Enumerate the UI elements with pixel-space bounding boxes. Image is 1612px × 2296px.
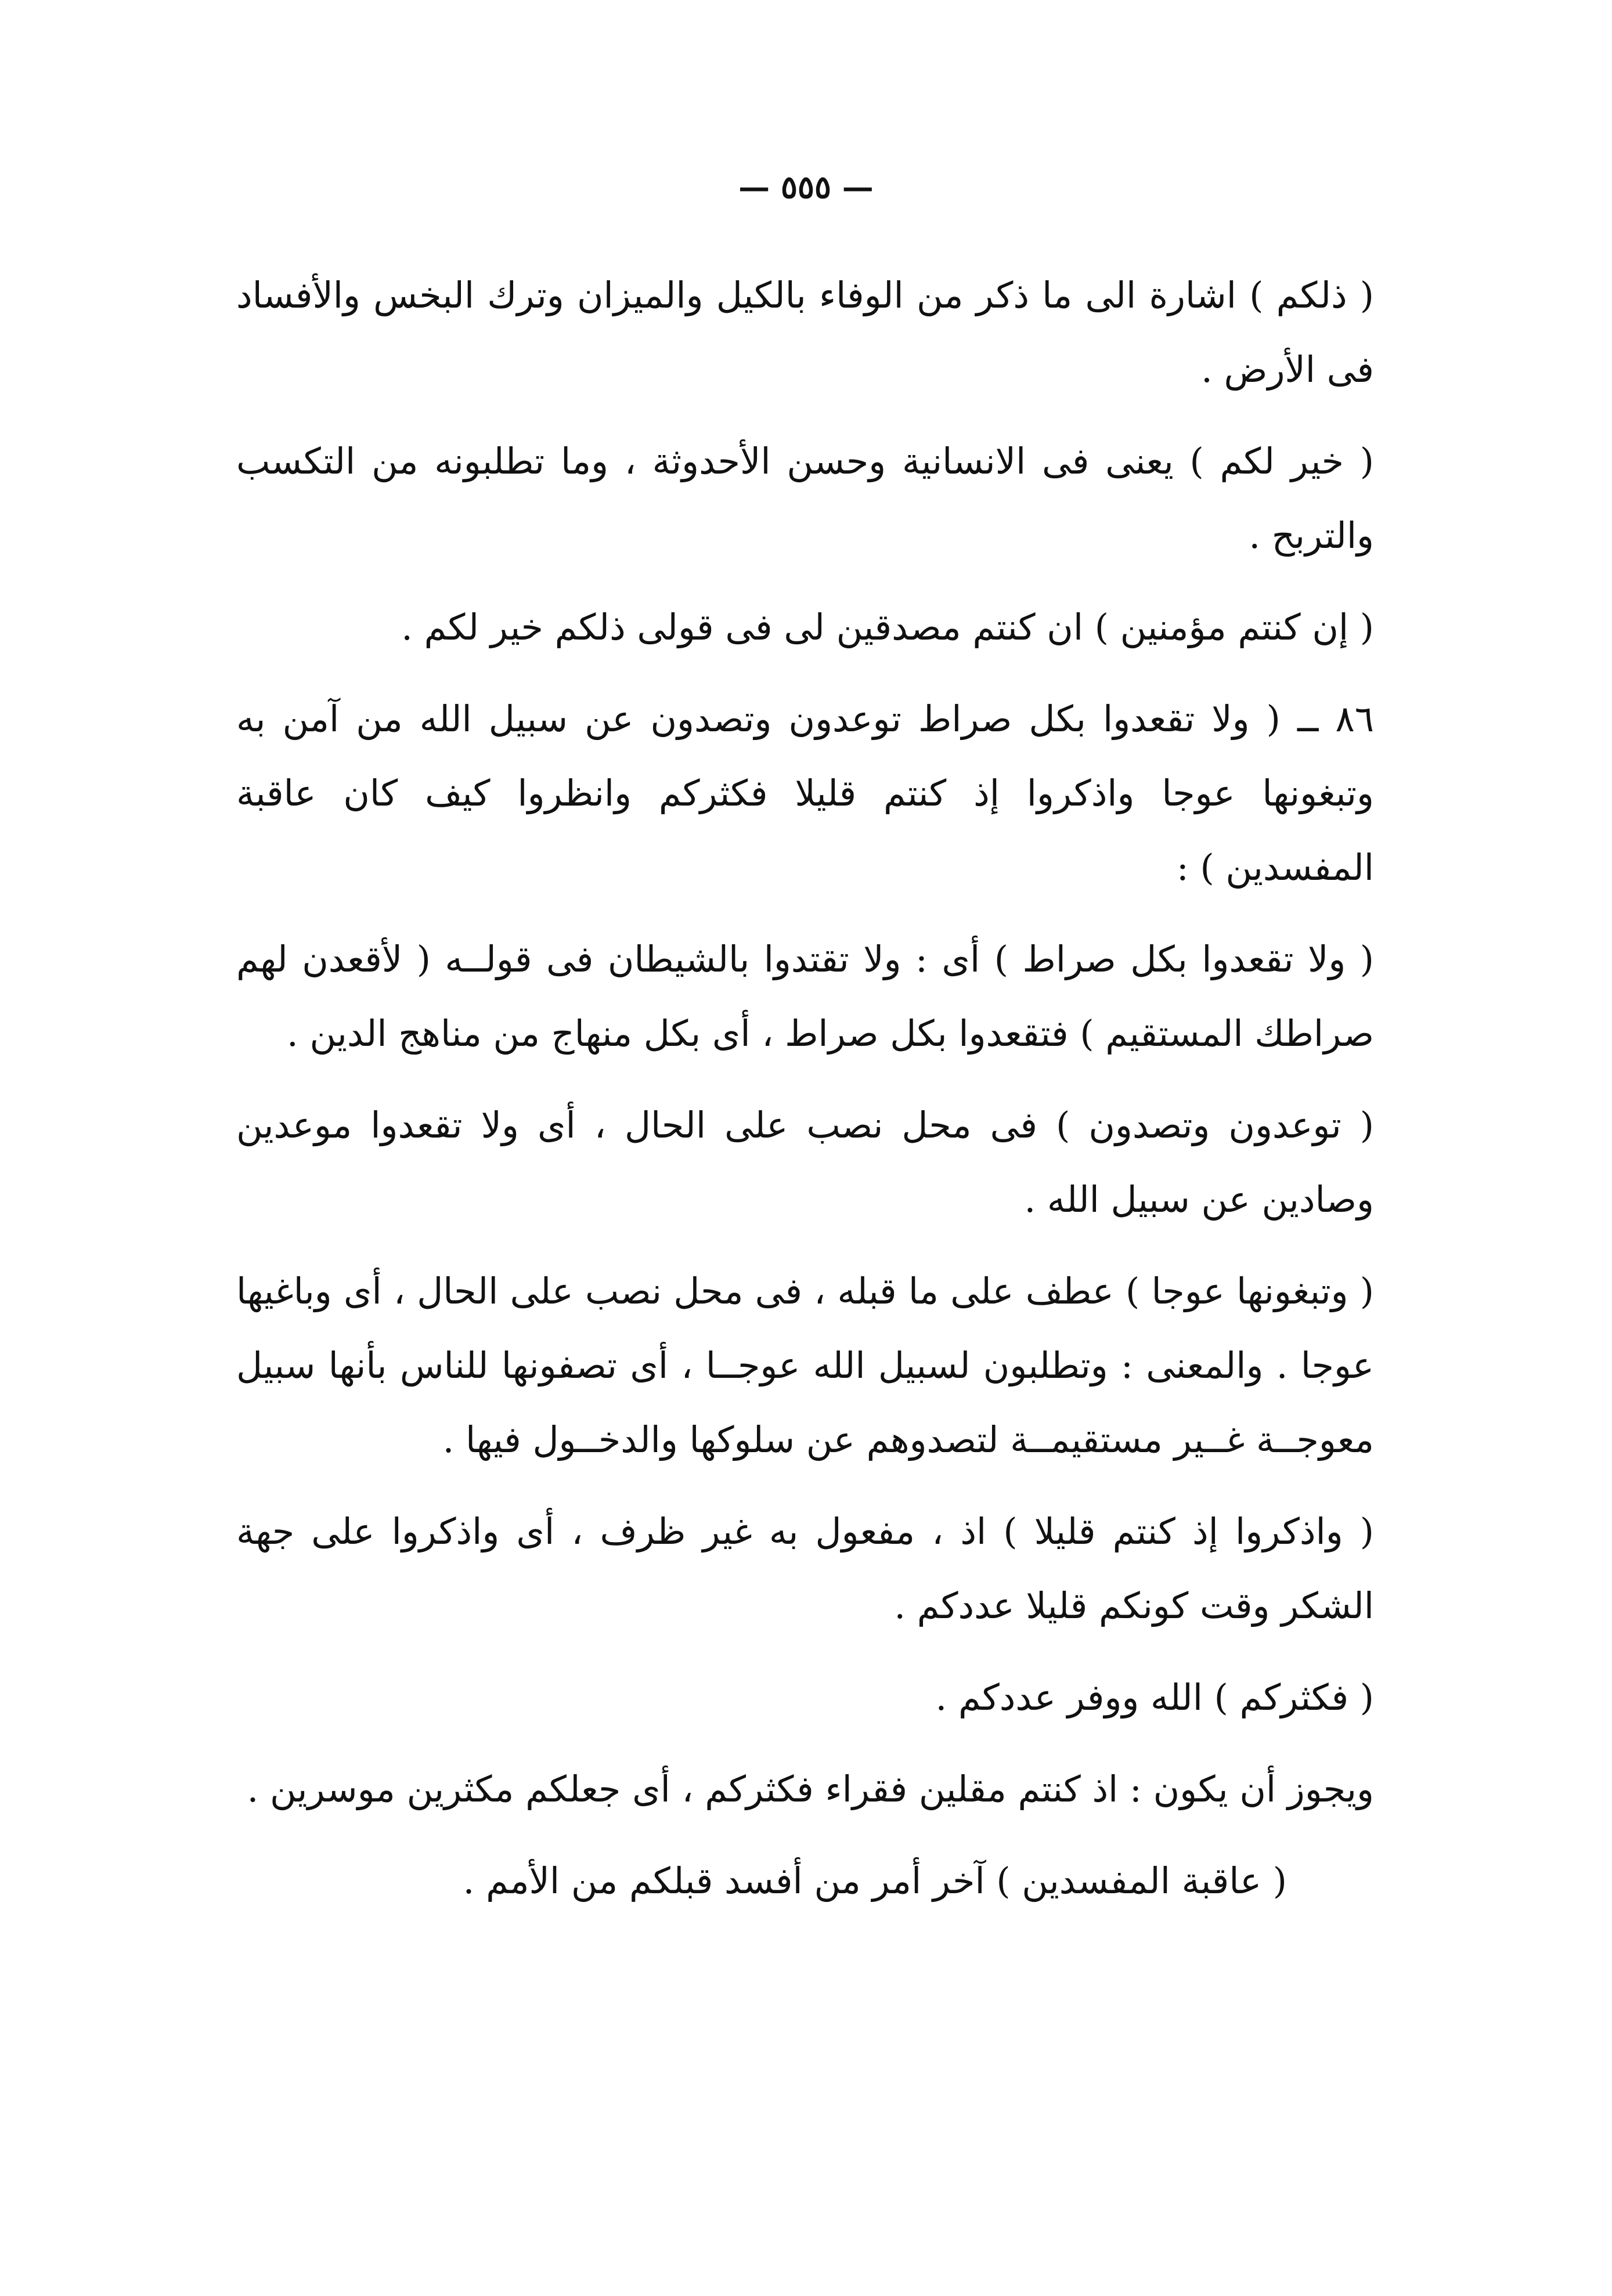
paragraph-in-kuntum-muminin: ( إن كنتم مؤمنين ) ان كنتم مصدقين لى فى قولى ذلكم خير لكم .	[401, 606, 1374, 648]
paragraph-dhalikum: ( ذلكم ) اشارة الى ما ذكر من الوفاء بالكيل والميزان وترك البخس والأفساد فى الأرض .	[236, 274, 1374, 391]
paragraph-wadhkuru: ( واذكروا إذ كنتم قليلا ) اذ ، مفعول به غير ظرف ، أى واذكروا على جهة الشكر وقت كونكم قليلا عددكم .	[236, 1510, 1374, 1627]
paragraph-khayr-lakum: ( خير لكم ) يعنى فى الانسانية وحسن الأحدوثة ، وما تطلبونه من التكسب والتربح .	[236, 440, 1374, 557]
paragraph-wa-yajuz: ويجوز أن يكون : اذ كنتم مقلين فقراء فكثركم ، أى جعلكم مكثرين موسرين .	[247, 1768, 1374, 1810]
paragraph-fakaththarakum: ( فكثركم ) الله ووفر عددكم .	[935, 1676, 1374, 1719]
paragraph-verse-86: ٨٦ ــ ( ولا تقعدوا بكل صراط توعدون وتصدون عن سبيل الله من آمن به وتبغونها عوجا واذكروا إذ كنتم قليلا فكثركم وانظروا كيف كان عاقبة المفسدين ) :	[236, 698, 1374, 889]
page-number: — ٥٥٥ —	[738, 168, 874, 205]
paragraph-la-taqudu: ( ولا تقعدوا بكل صراط ) أى : ولا تقتدوا بالشيطان فى قولــه ( لأقعدن لهم صراطك المستقيم ) فتقعدوا بكل صراط ، أى بكل منهاج من مناهج الدين .	[236, 938, 1374, 1055]
paragraph-tuidun-wa-tasuddun: ( توعدون وتصدون ) فى محل نصب على الحال ، أى ولا تقعدوا موعدين وصادين عن سبيل الله .	[236, 1104, 1374, 1221]
body-text	[236, 258, 1374, 1936]
paragraph-tabghunaha-iwaja: ( وتبغونها عوجا ) عطف على ما قبله ، فى محل نصب على الحال ، أى وباغيها عوجا . والمعنى : وتطلبون لسبيل الله عوجــا ، أى تصفونها للناس بأنها سبيل معوجــة غــير مستقيمــة لتصدوهم عن سلوكها والدخــول فيها .	[236, 1270, 1374, 1461]
paragraph-aqibat-al-mufsidin: ( عاقبة المفسدين ) آخر أمر من أفسد قبلكم من الأمم .	[463, 1860, 1287, 1902]
